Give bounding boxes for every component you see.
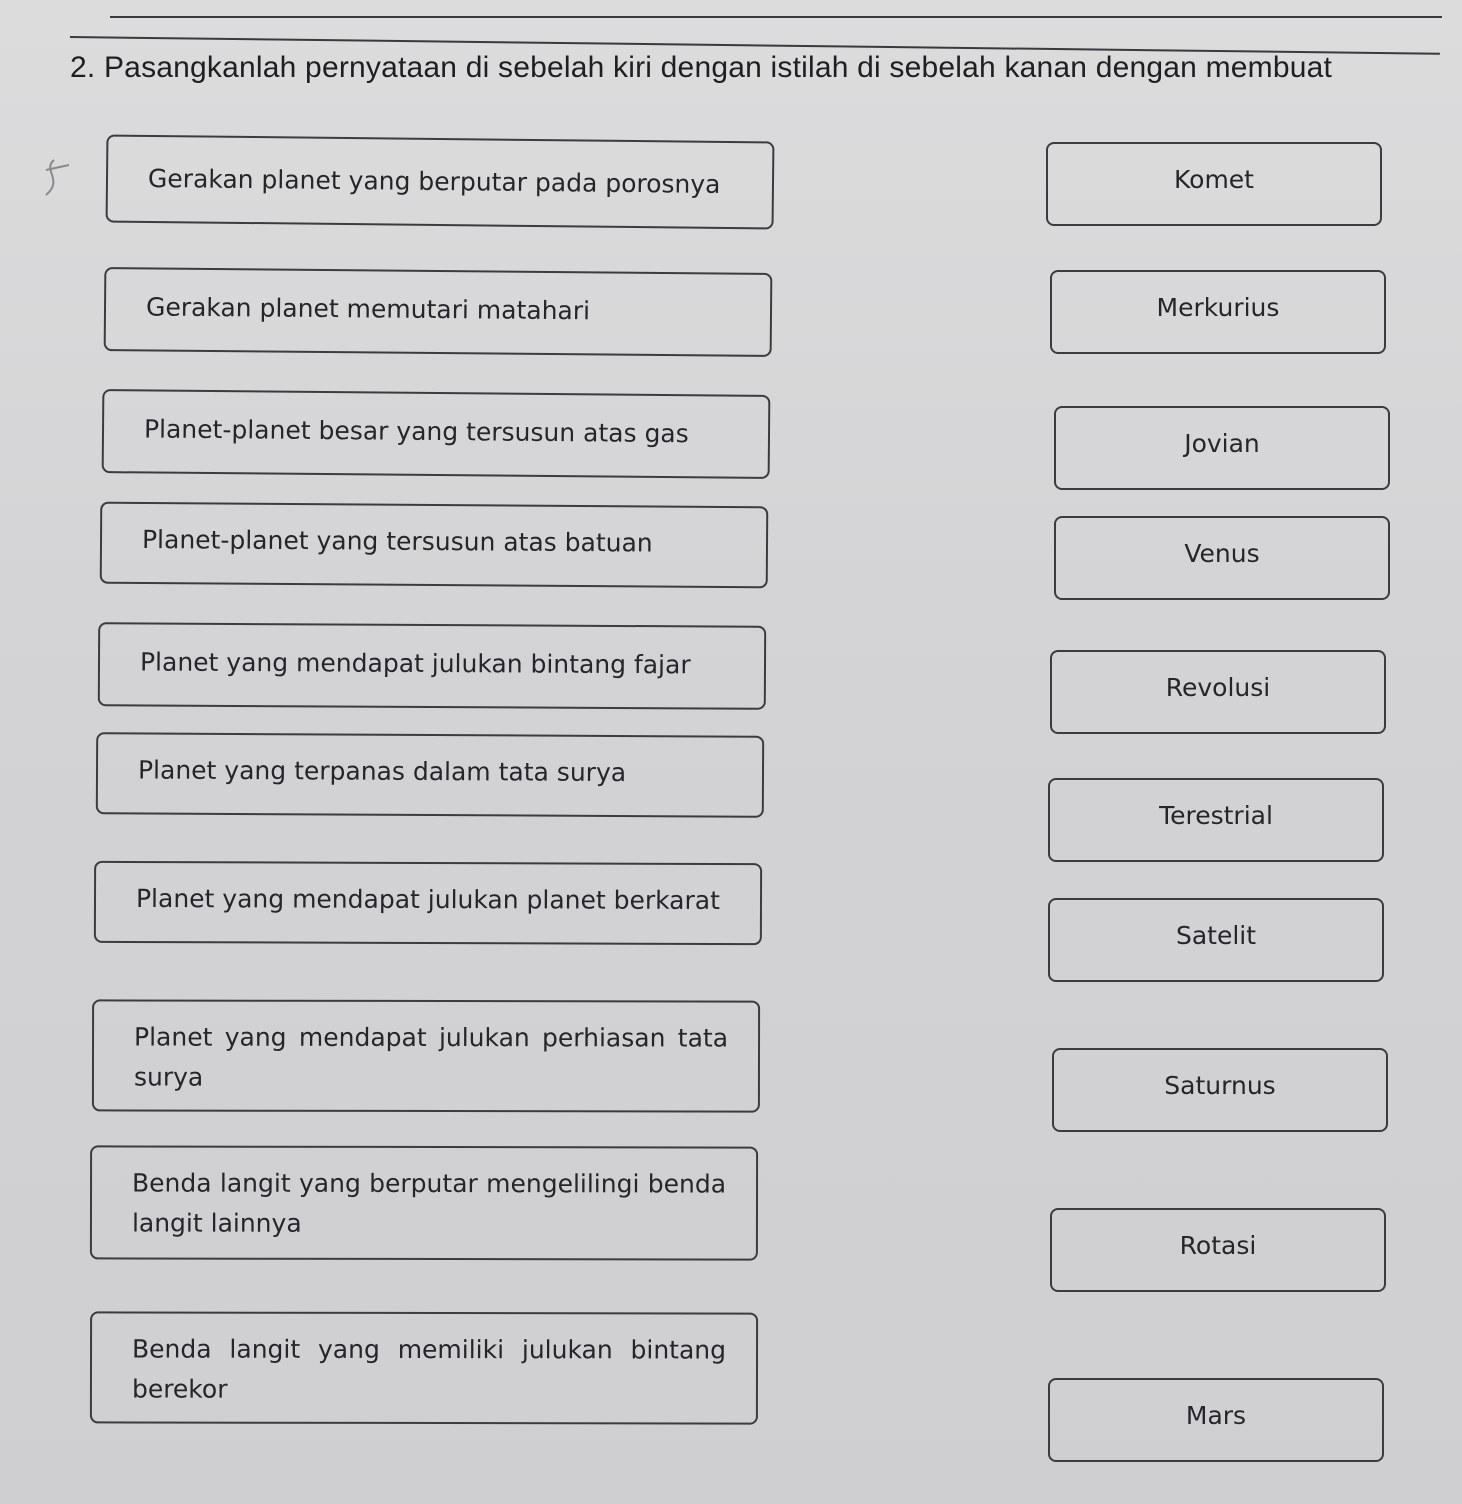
statement-box-3[interactable] xyxy=(102,389,771,479)
term-box-5[interactable] xyxy=(1050,650,1386,734)
statement-box-6[interactable] xyxy=(96,732,764,817)
statement-text: Planet yang mendapat julukan planet berkarat xyxy=(135,883,720,916)
top-rule-line xyxy=(110,16,1442,18)
statement-box-2[interactable] xyxy=(104,267,773,357)
term-text: Revolusi xyxy=(1165,673,1271,702)
statement-text: Planet-planet besar yang tersusun atas gas xyxy=(143,414,689,449)
statement-text: Planet yang mendapat julukan bintang fajar xyxy=(139,647,691,680)
statement-text: Gerakan planet memutari matahari xyxy=(145,292,591,326)
statement-text: Planet yang mendapat julukan perhiasan tata surya xyxy=(133,1022,729,1092)
term-text: Mars xyxy=(1185,1401,1247,1430)
statement-box-9[interactable] xyxy=(90,1145,758,1260)
statement-box-8[interactable] xyxy=(92,999,760,1112)
question-text: Pasangkanlah pernyataan di sebelah kiri dengan istilah di sebelah kanan dengan membuat xyxy=(103,51,1333,84)
statement-text: Planet-planet yang tersusun atas batuan xyxy=(141,524,653,558)
pencil-mark-icon xyxy=(24,150,84,230)
term-box-3[interactable] xyxy=(1054,406,1390,490)
statement-text: Benda langit yang memiliki julukan bintang berekor xyxy=(131,1334,727,1404)
term-box-4[interactable] xyxy=(1054,516,1390,600)
statement-box-10[interactable] xyxy=(90,1311,758,1424)
term-box-6[interactable] xyxy=(1048,778,1384,862)
statement-box-5[interactable] xyxy=(98,622,766,709)
term-text: Komet xyxy=(1174,165,1254,194)
term-box-10[interactable] xyxy=(1048,1378,1384,1462)
term-box-7[interactable] xyxy=(1048,898,1384,982)
term-text: Venus xyxy=(1184,539,1260,568)
term-text: Terestrial xyxy=(1159,801,1273,830)
statement-text: Gerakan planet yang berputar pada porosnya xyxy=(147,163,721,199)
term-text: Rotasi xyxy=(1179,1231,1257,1260)
term-text: Merkurius xyxy=(1156,293,1280,322)
statement-box-4[interactable] xyxy=(100,502,769,589)
question-2 xyxy=(70,48,1462,88)
term-text: Satelit xyxy=(1175,921,1257,950)
statement-box-7[interactable] xyxy=(94,861,762,945)
term-box-2[interactable] xyxy=(1050,270,1386,354)
term-box-1[interactable] xyxy=(1046,142,1382,226)
term-text: Saturnus xyxy=(1164,1071,1276,1100)
statement-text: Planet yang terpanas dalam tata surya xyxy=(137,755,627,788)
term-text: Jovian xyxy=(1184,429,1260,458)
statement-text: Benda langit yang berputar mengelilingi benda langit lainnya xyxy=(131,1168,727,1238)
term-box-9[interactable] xyxy=(1050,1208,1386,1292)
question-number: 2. xyxy=(70,51,96,84)
term-box-8[interactable] xyxy=(1052,1048,1388,1132)
statement-box-1[interactable] xyxy=(106,135,775,230)
